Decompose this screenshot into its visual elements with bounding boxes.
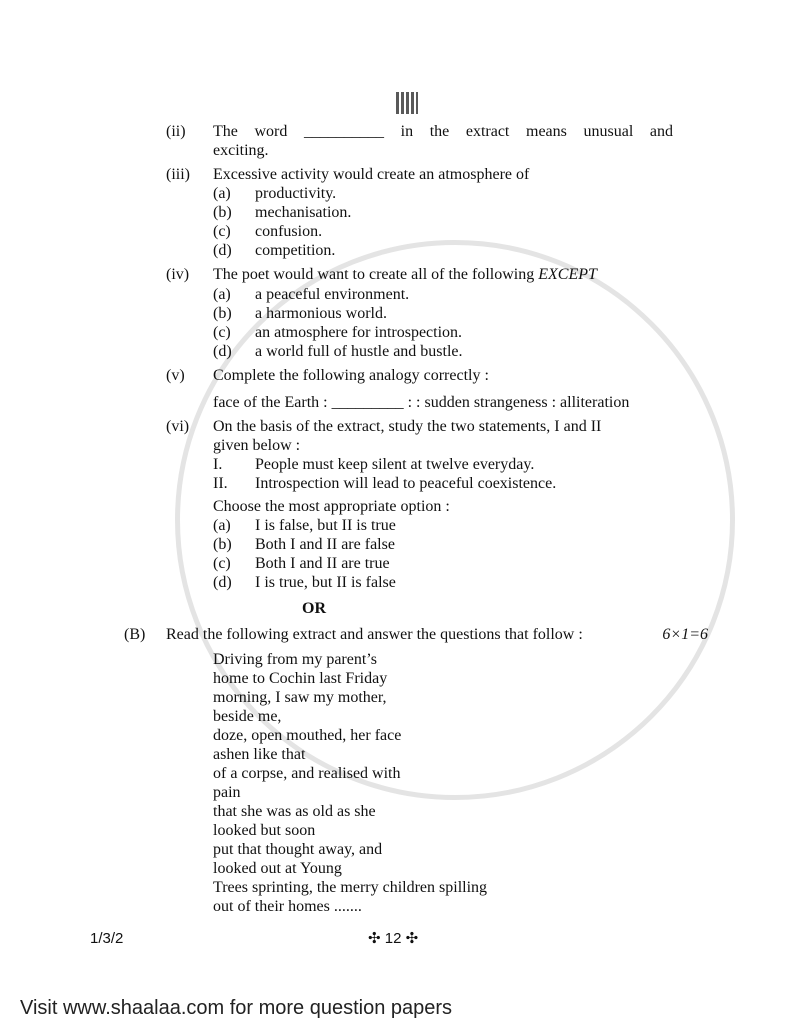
- page-number: ✣ 12 ✣: [368, 930, 419, 947]
- option-text: I is false, but II is true: [255, 517, 396, 534]
- qr-code-icon: [396, 92, 418, 114]
- poem-line: of a corpse, and realised with: [213, 765, 401, 782]
- option-label: (d): [213, 242, 232, 259]
- option-label: (d): [213, 574, 232, 591]
- poem-line: that she was as old as she: [213, 803, 376, 820]
- option-text: a peaceful environment.: [255, 286, 410, 303]
- poem-line: put that thought away, and: [213, 841, 383, 858]
- statement-text: Introspection will lead to peaceful coexistence.: [255, 475, 557, 492]
- option-text: confusion.: [255, 223, 323, 240]
- option-text: I is true, but II is false: [255, 574, 396, 591]
- q3-number: (iii): [166, 166, 190, 183]
- q4-text: [213, 266, 597, 284]
- section-b-marks: 6×1=6: [662, 626, 708, 643]
- poem-line: looked but soon: [213, 822, 316, 839]
- poem-line: Driving from my parent’s: [213, 651, 377, 668]
- option-text: Both I and II are true: [255, 555, 390, 572]
- option-text: productivity.: [255, 185, 337, 202]
- option-label: (c): [213, 324, 231, 341]
- poem-line: Trees sprinting, the merry children spilling: [213, 879, 488, 896]
- q6-choose: Choose the most appropriate option :: [213, 498, 450, 515]
- option-text: an atmosphere for introspection.: [255, 324, 463, 341]
- q6-text-cont: given below :: [213, 437, 301, 454]
- q5-number: (v): [166, 367, 185, 384]
- poem-line: out of their homes .......: [213, 898, 362, 915]
- statement-text: People must keep silent at twelve everyday.: [255, 456, 535, 473]
- option-label: (a): [213, 286, 231, 303]
- or-divider: OR: [302, 600, 326, 617]
- option-label: (b): [213, 536, 232, 553]
- poem-line: beside me,: [213, 708, 282, 725]
- option-label: (b): [213, 305, 232, 322]
- q6-number: (vi): [166, 418, 190, 435]
- q2-text-cont: exciting.: [213, 142, 269, 159]
- option-label: (c): [213, 555, 231, 572]
- section-b-instruction: Read the following extract and answer the questions that follow :: [166, 626, 583, 643]
- q5-text: Complete the following analogy correctly :: [213, 367, 489, 384]
- q4-text-main: The poet would want to create all of the following: [213, 266, 539, 283]
- paper-code: 1/3/2: [90, 930, 124, 947]
- option-text: a harmonious world.: [255, 305, 387, 322]
- q5-analogy: face of the Earth : _________ : : sudden strangeness : alliteration: [213, 394, 630, 411]
- poem-line: home to Cochin last Friday: [213, 670, 388, 687]
- poem-line: pain: [213, 784, 241, 801]
- option-text: mechanisation.: [255, 204, 352, 221]
- option-label: (a): [213, 517, 231, 534]
- option-text: competition.: [255, 242, 336, 259]
- q4-number: (iv): [166, 266, 190, 283]
- statement-label: I.: [213, 456, 223, 473]
- q2-text: The word __________ in the extract means unusual and: [213, 123, 673, 140]
- statement-label: II.: [213, 475, 228, 492]
- option-text: a world full of hustle and bustle.: [255, 343, 463, 360]
- q6-text: On the basis of the extract, study the two statements, I and II: [213, 418, 602, 435]
- q2-number: (ii): [166, 123, 186, 140]
- q3-text: Excessive activity would create an atmosphere of: [213, 166, 530, 183]
- poem-line: doze, open mouthed, her face: [213, 727, 402, 744]
- poem-line: looked out at Young: [213, 860, 342, 877]
- section-b-label: (B): [124, 626, 146, 643]
- poem-line: morning, I saw my mother,: [213, 689, 387, 706]
- option-label: (b): [213, 204, 232, 221]
- shaalaa-banner[interactable]: Visit www.shaalaa.com for more question papers: [20, 997, 453, 1019]
- option-label: (a): [213, 185, 231, 202]
- option-label: (d): [213, 343, 232, 360]
- option-label: (c): [213, 223, 231, 240]
- option-text: Both I and II are false: [255, 536, 395, 553]
- poem-line: ashen like that: [213, 746, 306, 763]
- q4-emphasis: EXCEPT: [538, 266, 597, 283]
